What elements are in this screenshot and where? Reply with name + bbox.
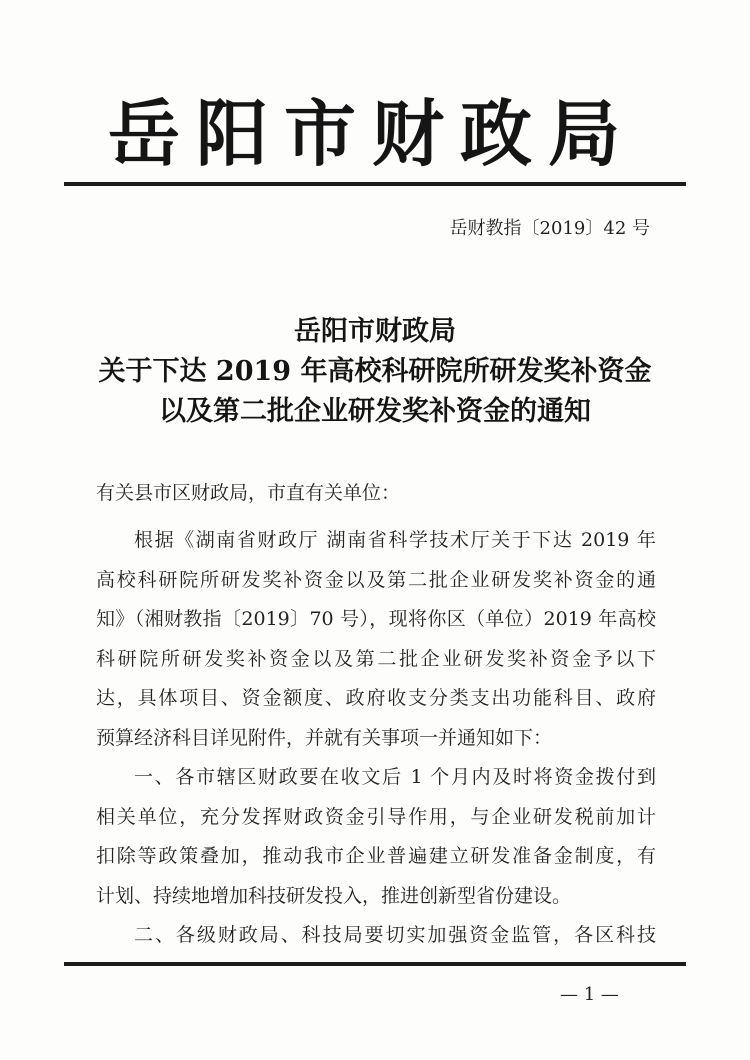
footer-divider <box>64 962 686 966</box>
page-number: — 1 — <box>560 984 619 1005</box>
body-line: 扣除等政策叠加，推动我市企业普遍建立研发准备金制度，有 <box>96 845 656 867</box>
title-line-1: 岳阳市财政局 <box>294 316 456 347</box>
addressee: 有关县市区财政局，市直有关单位： <box>96 482 401 504</box>
document-title <box>80 312 670 432</box>
body-line: 知》（湘财教指〔2019〕70 号），现将你区（单位）2019 年高校 <box>96 608 656 630</box>
body-line: 计划、持续地增加科技研发投入，推进创新型省份建设。 <box>96 884 572 907</box>
body-line: 一、各市辖区财政要在收文后 1 个月内及时将资金拨付到 <box>134 766 656 788</box>
body-line: 达，具体项目、资金额度、政府收支分类支出功能科目、政府 <box>96 687 656 709</box>
agency-masthead: 岳阳市财政局 <box>107 91 636 176</box>
body-line: 高校科研院所研发奖补资金以及第二批企业研发奖补资金的通 <box>96 568 656 591</box>
title-line-3: 以及第二批企业研发奖补资金的通知 <box>159 396 591 427</box>
body-line: 相关单位，充分发挥财政资金引导作用，与企业研发税前加计 <box>96 805 656 828</box>
document-body <box>96 521 656 956</box>
body-line: 二、各级财政局、科技局要切实加强资金监管，各区科技 <box>134 924 656 946</box>
body-line: 根据《湖南省财政厅 湖南省科学技术厅关于下达 2019 年 <box>134 529 656 551</box>
title-line-2: 关于下达 2019 年高校科研院所研发奖补资金 <box>98 356 652 387</box>
body-line: 预算经济科目详见附件，并就有关事项一并通知如下： <box>96 726 553 749</box>
body-line: 科研院所研发奖补资金以及第二批企业研发奖补资金予以下 <box>96 647 656 670</box>
masthead-divider <box>64 182 686 186</box>
document-number: 岳财教指〔2019〕42 号 <box>449 218 650 239</box>
